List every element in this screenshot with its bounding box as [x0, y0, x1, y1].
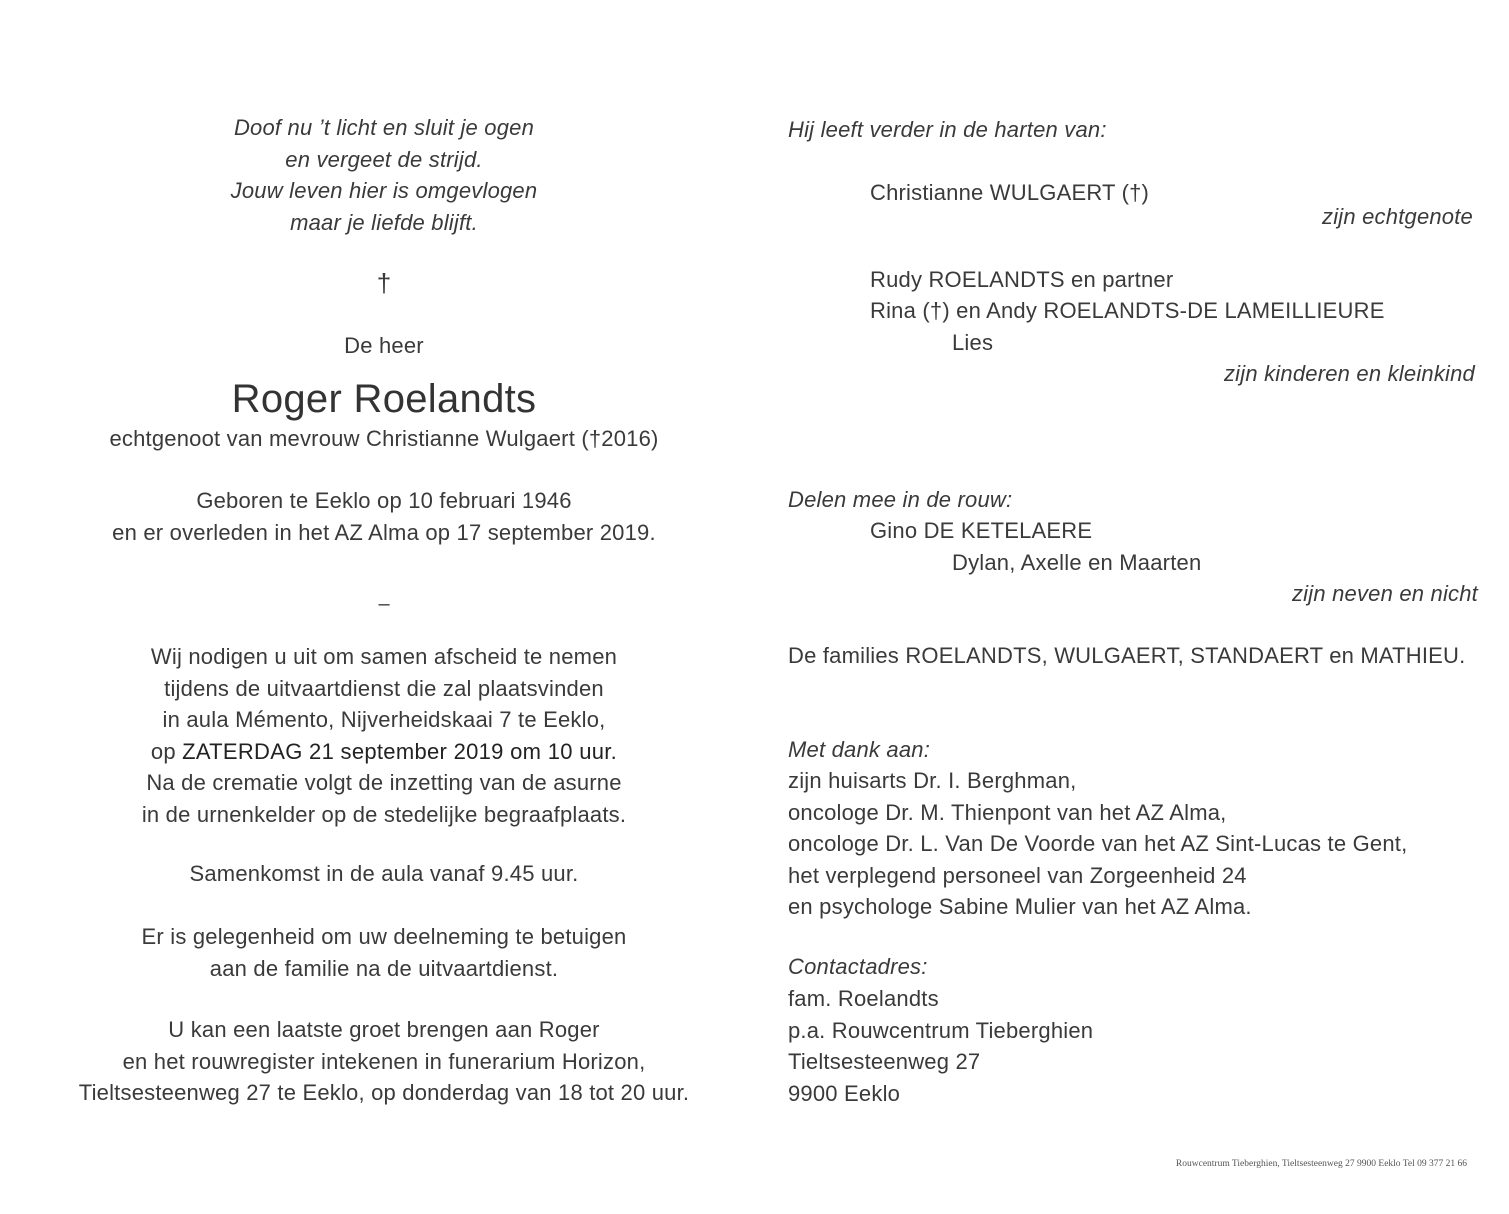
- children-role: zijn kinderen en kleinkind: [1223, 361, 1475, 386]
- contact-line: p.a. Rouwcentrum Tieberghien: [788, 1017, 1094, 1043]
- deceased-name: Roger Roelandts: [231, 377, 537, 421]
- condolence-block: [0, 921, 768, 984]
- gathering-line: Samenkomst in de aula vanaf 9.45 uur.: [189, 861, 579, 886]
- contact-block: [788, 983, 1093, 1109]
- invitation-line: Wij nodigen u uit om samen afscheid te nemen: [150, 644, 618, 669]
- invitation-block: [0, 641, 768, 830]
- poem-line: en vergeet de strijd.: [285, 146, 483, 172]
- condolence-line: Er is gelegenheid om uw deelneming te betuigen: [141, 924, 627, 949]
- thanks-heading: Met dank aan:: [788, 737, 931, 762]
- service-date: ZATERDAG 21 september 2019 om 10 uur.: [182, 738, 618, 764]
- death-line: en er overleden in het AZ Alma op 17 september 2019.: [112, 519, 656, 545]
- birth-line: Geboren te Eeklo op 10 februari 1946: [196, 488, 572, 513]
- contact-line: fam. Roelandts: [788, 986, 939, 1011]
- farewell-line: en het rouwregister intekenen in funerarium Horizon,: [122, 1048, 646, 1074]
- families-line: De families ROELANDTS, WULGAERT, STANDAERT en MATHIEU.: [788, 643, 1466, 668]
- thanks-block: [788, 765, 1407, 923]
- farewell-line: U kan een laatste groet brengen aan Roger: [168, 1017, 600, 1042]
- poem-line: Doof nu ’t licht en sluit je ogen: [233, 115, 535, 140]
- spouse-line: echtgenoot van mevrouw Christianne Wulgaert (†2016): [109, 426, 659, 451]
- condolence-line: aan de familie na de uitvaartdienst.: [209, 955, 559, 981]
- invitation-line: in de urnenkelder op de stedelijke begraafplaats.: [141, 801, 627, 827]
- thanks-line: oncologe Dr. M. Thienpont van het AZ Alma,: [788, 799, 1227, 825]
- spouse-name: Christianne WULGAERT (†): [870, 180, 1150, 205]
- poem-line: Jouw leven hier is omgevlogen: [230, 178, 538, 203]
- cousin-line: Gino DE KETELAERE: [870, 518, 1093, 543]
- poem: [0, 112, 768, 238]
- invitation-line: tijdens de uitvaartdienst die zal plaatsvinden: [164, 675, 604, 701]
- contact-line: Tieltsesteenweg 27: [788, 1049, 981, 1074]
- separator-dash: –: [378, 593, 390, 615]
- date-prefix: op: [150, 738, 183, 764]
- honorific: De heer: [344, 333, 424, 358]
- cousins-role: zijn neven en nicht: [1291, 581, 1478, 606]
- thanks-line: oncologe Dr. L. Van De Voorde van het AZ Sint-Lucas te Gent,: [788, 831, 1408, 856]
- cross-icon: †: [376, 268, 392, 298]
- invitation-line-date: [0, 736, 768, 768]
- birth-death-block: [0, 485, 768, 548]
- poem-line: maar je liefde blijft.: [290, 209, 478, 235]
- mourn-heading: Delen mee in de rouw:: [788, 487, 1013, 512]
- footer-imprint: Rouwcentrum Tieberghien, Tieltsesteenweg 27 9900 Eeklo Tel 09 377 21 66: [1175, 1159, 1467, 1169]
- farewell-line: Tieltsesteenweg 27 te Eeklo, op donderdag van 18 tot 20 uur.: [78, 1080, 690, 1105]
- grandchild-line: Lies: [952, 330, 994, 355]
- thanks-line: zijn huisarts Dr. I. Berghman,: [788, 768, 1077, 793]
- farewell-block: [0, 1014, 768, 1109]
- contact-heading: Contactadres:: [788, 954, 928, 979]
- invitation-line: Na de crematie volgt de inzetting van de asurne: [146, 770, 622, 795]
- thanks-line: het verplegend personeel van Zorgeenheid 24: [788, 862, 1247, 888]
- invitation-line: in aula Mémento, Nijverheidskaai 7 te Eeklo,: [162, 707, 606, 732]
- thanks-line: en psychologe Sabine Mulier van het AZ Alma.: [788, 894, 1252, 919]
- cousin-children-line: Dylan, Axelle en Maarten: [952, 550, 1202, 575]
- child-line: Rina (†) en Andy ROELANDTS-DE LAMEILLIEURE: [870, 298, 1385, 323]
- contact-line: 9900 Eeklo: [788, 1080, 901, 1106]
- child-line: Rudy ROELANDTS en partner: [870, 267, 1174, 292]
- hearts-heading: Hij leeft verder in de harten van:: [788, 117, 1107, 142]
- spouse-role: zijn echtgenote: [1322, 204, 1473, 229]
